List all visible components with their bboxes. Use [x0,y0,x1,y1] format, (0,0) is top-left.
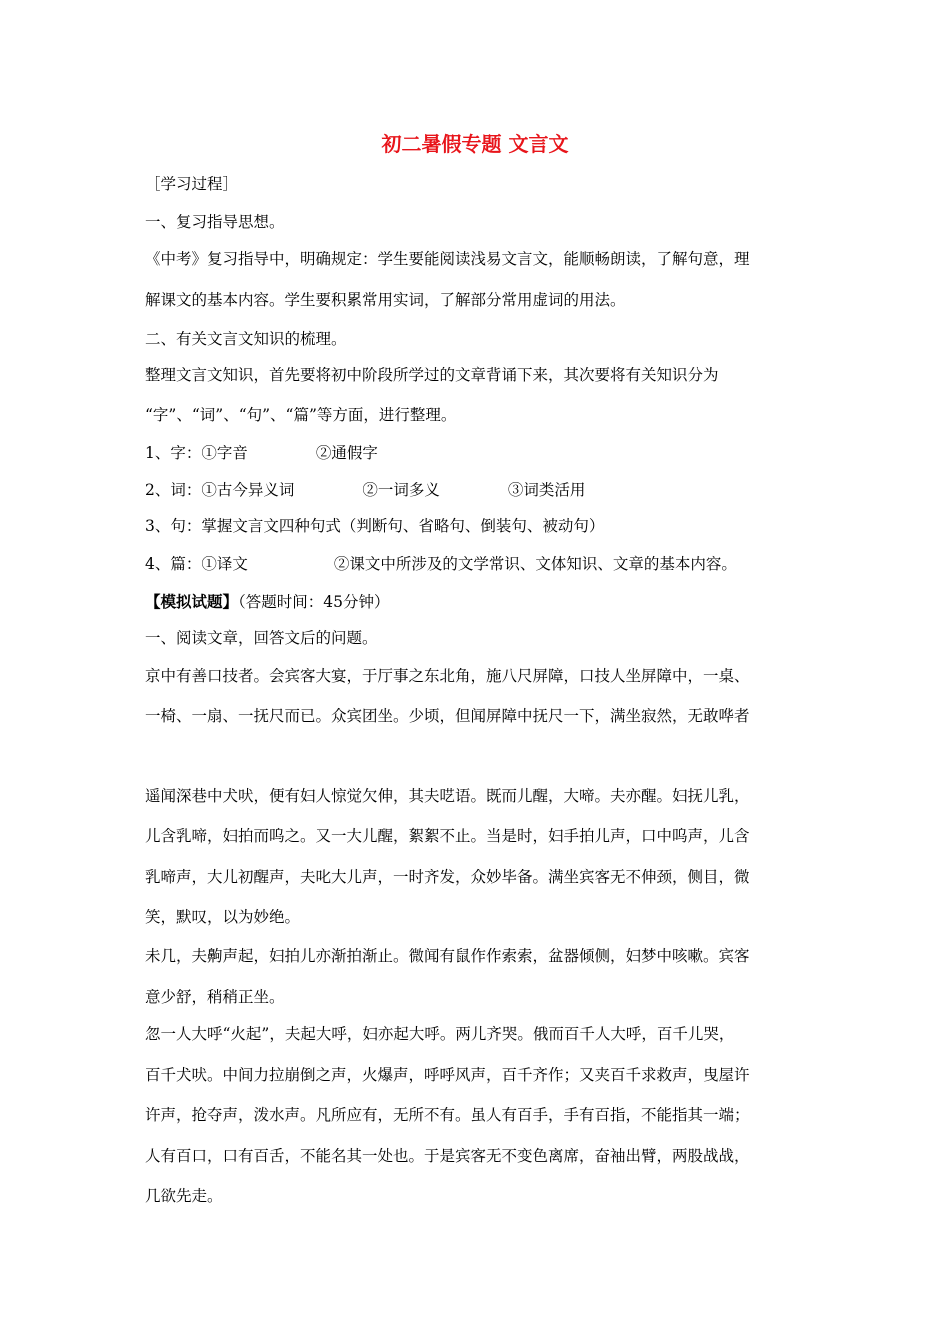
item-label: 1、字： [145,444,202,462]
document-title: 初二暑假专题 文言文 [381,132,569,156]
item-part-a: ①字音 [201,444,248,462]
mock-test-note: （答题时间：45分钟） [238,593,390,611]
passage-line: 未几，夫齁声起，妇拍儿亦渐拍渐止。微闻有鼠作作索索，盆器倾侧，妇梦中咳嗽。宾客 [145,947,750,965]
section-heading: ［学习过程］ [145,175,239,193]
item-label: 2、词： [145,481,202,499]
mock-test-line [145,592,810,612]
reading-heading: 一、阅读文章，回答文后的问题。 [145,629,378,647]
guide-paragraph-line-2: 解课文的基本内容。学生要积累常用实词，了解部分常用虚词的用法。 [145,291,626,309]
passage-line: 乳啼声，大儿初醒声，夫叱大儿声，一时齐发，众妙毕备。满坐宾客无不伸颈，侧目，微 [145,868,750,886]
passage-line: 遥闻深巷中犬吠，便有妇人惊觉欠伸，其夫呓语。既而儿醒，大啼。夫亦醒。妇抚儿乳， [145,787,750,805]
item-part-a: ①译文 [201,555,248,573]
passage-line: 人有百口，口有百舌，不能名其一处也。于是宾客无不变色离席，奋袖出臂，两股战战， [145,1147,750,1165]
knowledge-item-4 [145,554,810,574]
item-part-b: ②课文中所涉及的文学常识、文体知识、文章的基本内容。 [333,555,737,573]
passage-line: 忽一人大呼“火起”，夫起大呼，妇亦起大呼。两儿齐哭。俄而百千人大呼，百千儿哭， [145,1025,735,1043]
item-part-c: ③词类活用 [507,481,586,499]
knowledge-item-1 [145,443,810,463]
item-part-b: ②一词多义 [362,481,440,499]
passage-line: 儿含乳啼，妇拍而呜之。又一大儿醒，絮絮不止。当是时，妇手拍儿声，口中呜声，儿含 [145,827,750,845]
passage-line: 百千犬吠。中间力拉崩倒之声，火爆声，呼呼风声，百千齐作；又夹百千求救声，曳屋许 [145,1066,750,1084]
knowledge-paragraph-line-2: “字”、“词”、“句”、“篇”等方面，进行整理。 [145,406,457,424]
knowledge-item-2 [145,480,810,500]
passage-line: 笑，默叹，以为妙绝。 [145,908,301,926]
item-part-b: ②通假字 [315,444,378,462]
passage-line: 几欲先走。 [145,1187,223,1205]
passage-line: 意少舒，稍稍正坐。 [145,988,285,1006]
passage-line: 一椅、一扇、一抚尺而已。众宾团坐。少顷，但闻屏障中抚尺一下，满坐寂然，无敢哗者 [145,707,750,725]
knowledge-item-3: 3、句：掌握文言文四种句式（判断句、省略句、倒装句、被动句） [145,517,605,535]
item-part-a: ①古今异义词 [201,481,295,499]
passage-line: 许声，抢夺声，泼水声。凡所应有，无所不有。虽人有百手，手有百指，不能指其一端； [145,1106,750,1124]
guide-paragraph-line-1: 《中考》复习指导中，明确规定：学生要能阅读浅易文言文，能顺畅朗读，了解句意，理 [145,250,750,268]
knowledge-paragraph-line-1: 整理文言文知识，首先要将初中阶段所学过的文章背诵下来，其次要将有关知识分为 [145,366,719,384]
item-label: 4、篇： [145,555,202,573]
mock-test-label: 【模拟试题】 [145,592,239,611]
passage-line: 京中有善口技者。会宾客大宴，于厅事之东北角，施八尺屏障，口技人坐屏障中，一桌、 [145,667,750,685]
guide-heading: 一、复习指导思想。 [145,213,285,231]
knowledge-heading: 二、有关文言文知识的梳理。 [145,330,347,348]
